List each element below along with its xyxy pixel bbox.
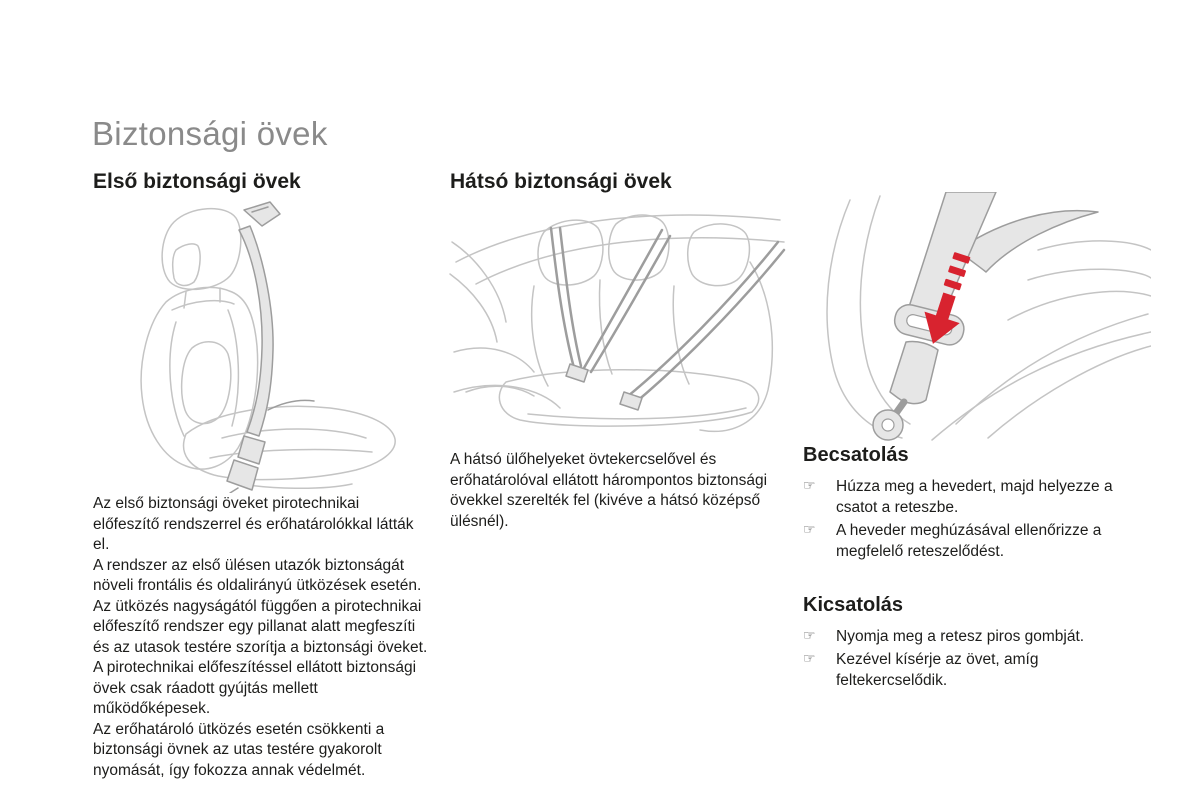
instruction-text: Kezével kísérje az övet, amíg feltekercselődik. (836, 651, 1039, 689)
pointer-hand-icon: ☞ (803, 628, 816, 644)
pointer-hand-icon: ☞ (803, 651, 816, 667)
section-unfastening (803, 594, 1148, 691)
belt-buckle-illustration (806, 192, 1151, 442)
body-paragraph: Az erőhatároló ütközés esetén csökkenti a biztonsági övnek az utas testére gyakorolt nyomását, így fokozza annak védelmét. (93, 720, 385, 779)
instruction-text: Húzza meg a hevedert, majd helyezze a csatot a reteszbe. (836, 478, 1113, 516)
rear-seatbelts-body (450, 450, 790, 532)
instruction-item (803, 649, 1148, 691)
page-title: Biztonsági övek (92, 115, 328, 152)
pointer-hand-icon: ☞ (803, 522, 816, 538)
front-seat-illustration (128, 198, 418, 493)
body-paragraph: A hátsó ülőhelyeket övtekercselővel és erőhatárolóval ellátott hárompontos biztonsági övekkel szerelték fel (kivéve a hátsó középső ülésnél). (450, 451, 768, 530)
instruction-text: Nyomja meg a retesz piros gombját. (836, 628, 1085, 645)
heading-front-seatbelts: Első biztonsági övek (93, 170, 301, 193)
instruction-text: A heveder meghúzásával ellenőrizze a megfelelő reteszelődést. (836, 522, 1102, 560)
heading-fastening: Becsatolás (803, 444, 909, 466)
heading-rear-seatbelts: Hátsó biztonsági övek (450, 170, 672, 193)
front-seatbelts-body (93, 494, 428, 781)
section-fastening (803, 444, 1148, 562)
pointer-hand-icon: ☞ (803, 478, 816, 494)
unfastening-list (803, 626, 1148, 691)
rear-seats-illustration (448, 200, 788, 435)
body-paragraph: A rendszer az első ülésen utazók biztonságát növeli frontális és oldalirányú ütközések esetén. Az ütközés nagyságától függően a pirotechnikai előfeszítő rendszer egy pillanat alatt megfeszíti és az utasok testére szorítja a biztonsági öveket. (93, 556, 428, 656)
belt-usage-instructions (803, 444, 1148, 693)
instruction-item (803, 626, 1148, 647)
fastening-list (803, 476, 1148, 562)
heading-unfastening: Kicsatolás (803, 594, 904, 616)
instruction-item (803, 476, 1148, 518)
instruction-item (803, 520, 1148, 562)
body-paragraph: A pirotechnikai előfeszítéssel ellátott biztonsági övek csak ráadott gyújtás mellett működőképesek. (93, 659, 417, 717)
body-paragraph: Az első biztonsági öveket pirotechnikai előfeszítő rendszerrel és erőhatárolókkal látták el. (93, 495, 414, 553)
